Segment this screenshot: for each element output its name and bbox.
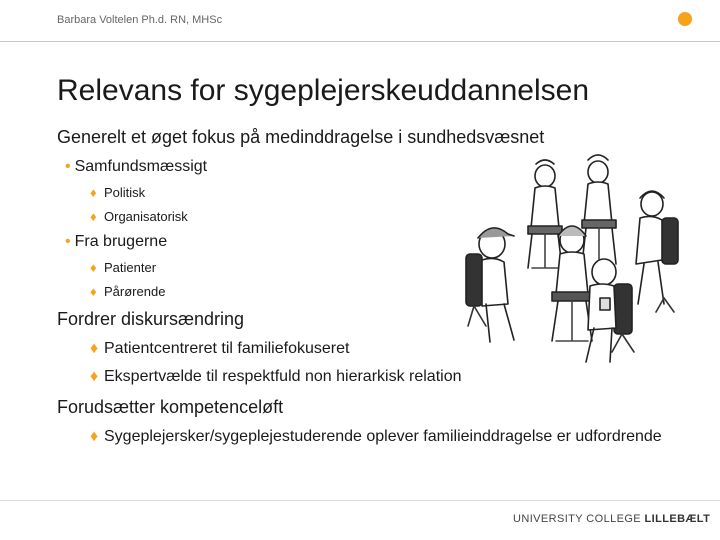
orange-diamond-icon: ♦ bbox=[90, 284, 97, 299]
sub-bullet-label: Politisk bbox=[104, 185, 146, 200]
point-kompetenceloeft: Forudsætter kompetenceløft bbox=[57, 397, 284, 417]
orange-diamond-icon: ♦ bbox=[90, 340, 99, 357]
university-logo bbox=[513, 513, 710, 525]
bullet-label: Fra brugerne bbox=[74, 233, 168, 250]
point-diskursaendring: Fordrer diskursændring bbox=[57, 309, 245, 329]
sub-bullet-patienter bbox=[90, 260, 156, 275]
intro-line: Generelt et øget fokus på medinddragelse i sundhedsvæsnet bbox=[57, 127, 545, 147]
sub-bullet-paarorende bbox=[90, 284, 165, 299]
orange-diamond-icon: ♦ bbox=[90, 260, 97, 275]
sub-bullet-label: Organisatorisk bbox=[104, 209, 188, 224]
orange-diamond-icon: ♦ bbox=[90, 428, 99, 445]
people-circle-illustration bbox=[452, 148, 692, 370]
orange-dot-icon: • bbox=[65, 233, 71, 250]
sub-bullet-organisatorisk bbox=[90, 209, 188, 224]
bullet-fra-brugerne bbox=[65, 233, 167, 251]
sub-bullet-patientcentreret bbox=[90, 340, 349, 358]
sub-bullet-label: Patientcentreret til familiefokuseret bbox=[104, 340, 350, 357]
orange-diamond-icon: ♦ bbox=[90, 185, 97, 200]
sub-bullet-sygeplejersker bbox=[90, 428, 670, 446]
orange-diamond-icon: ♦ bbox=[90, 368, 99, 385]
sub-bullet-label: Sygeplejersker/sygeplejestuderende oplever familieinddragelse er udfordrende bbox=[104, 428, 662, 445]
orange-diamond-icon: ♦ bbox=[90, 209, 97, 224]
logo-text-light: UNIVERSITY COLLEGE bbox=[513, 513, 642, 525]
orange-dot-icon: • bbox=[65, 158, 71, 175]
slide-title: Relevans for sygeplejerskeuddannelsen bbox=[57, 74, 590, 107]
footer-divider bbox=[0, 500, 720, 501]
header-divider bbox=[0, 41, 720, 42]
sub-bullet-label: Patienter bbox=[104, 260, 157, 275]
sub-bullet-politisk bbox=[90, 185, 145, 200]
bullet-label: Samfundsmæssigt bbox=[74, 158, 208, 175]
sub-bullet-label: Pårørende bbox=[104, 284, 166, 299]
sub-bullet-label: Ekspertvælde til respektfuld non hierarkisk relation bbox=[104, 368, 462, 385]
sub-bullet-ekspertvaelde bbox=[90, 368, 462, 386]
header-author: Barbara Voltelen Ph.d. RN, MHSc bbox=[57, 14, 223, 26]
orange-dot-icon bbox=[678, 12, 692, 26]
bullet-samfundsmaessigt bbox=[65, 158, 207, 176]
logo-text-bold: LILLEBÆLT bbox=[644, 513, 711, 525]
